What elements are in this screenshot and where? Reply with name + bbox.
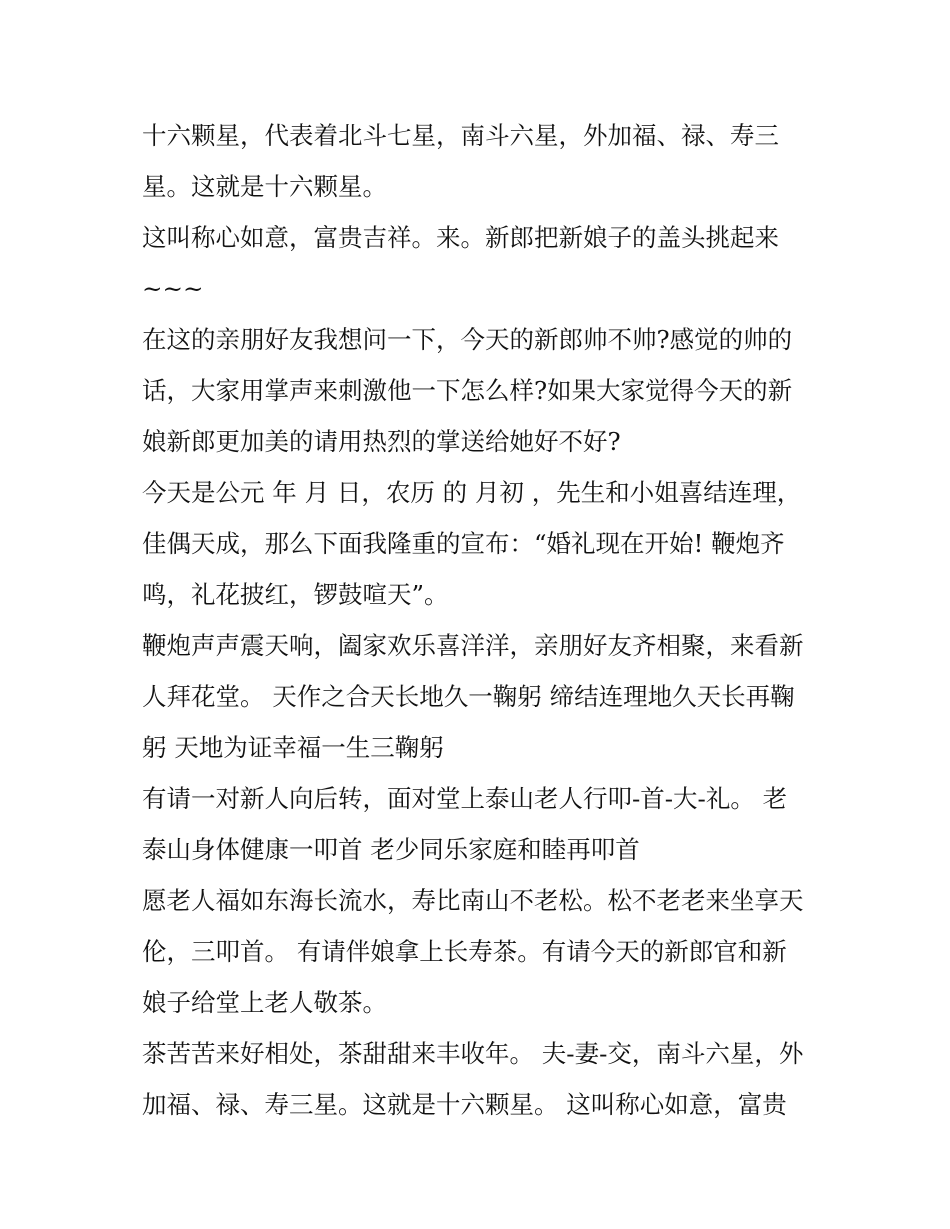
text-line: 泰山身体健康一叩首 老少同乐家庭和睦再叩首: [142, 835, 640, 864]
text-line: 鸣，礼花披红，锣鼓喧天”。: [142, 580, 449, 609]
text-line: 这叫称心如意，富贵吉祥。来。新郎把新娘子的盖头挑起来: [142, 223, 779, 252]
text-line: 茶苦苦来好相处，茶甜甜来丰收年。 夫-妻-交，南斗六星，外: [142, 1039, 804, 1068]
text-line: 人拜花堂。 天作之合天长地久一鞠躬 缔结连理地久天长再鞠: [142, 682, 795, 711]
text-line: 加福、禄、寿三星。这就是十六颗星。 这叫称心如意，富贵: [142, 1090, 787, 1119]
text-line: 有请一对新人向后转，面对堂上泰山老人行叩-首-大-礼。 老: [142, 784, 788, 813]
text-line: 愿老人福如东海长流水，寿比南山不老松。松不老老来坐享天: [142, 886, 804, 915]
text-line: 在这的亲朋好友我想问一下，今天的新郎帅不帅?感觉的帅的: [142, 325, 793, 354]
text-line: ~~~: [142, 274, 204, 303]
text-line: 娘新郎更加美的请用热烈的掌送给她好不好?: [142, 427, 621, 456]
text-line: 今天是公元 年 月 日，农历 的 月初 ，先生和小姐喜结连理，: [142, 478, 802, 507]
text-line: 躬 天地为证幸福一生三鞠躬: [142, 733, 444, 762]
text-line: 十六颗星，代表着北斗七星，南斗六星，外加福、禄、寿三: [142, 121, 779, 150]
text-line: 娘子给堂上老人敬茶。: [142, 988, 387, 1017]
text-line: 星。这就是十六颗星。: [142, 172, 387, 201]
body-text: [142, 110, 822, 1130]
text-line: 鞭炮声声震天响，阖家欢乐喜洋洋，亲朋好友齐相聚，来看新: [142, 631, 804, 660]
text-line: 伦，三叩首。 有请伴娘拿上长寿茶。有请今天的新郎官和新: [142, 937, 787, 966]
text-line: 话，大家用掌声来刺激他一下怎么样?如果大家觉得今天的新: [142, 376, 793, 405]
text-line: 佳偶天成，那么下面我隆重的宣布：“婚礼现在开始! 鞭炮齐: [142, 529, 785, 558]
